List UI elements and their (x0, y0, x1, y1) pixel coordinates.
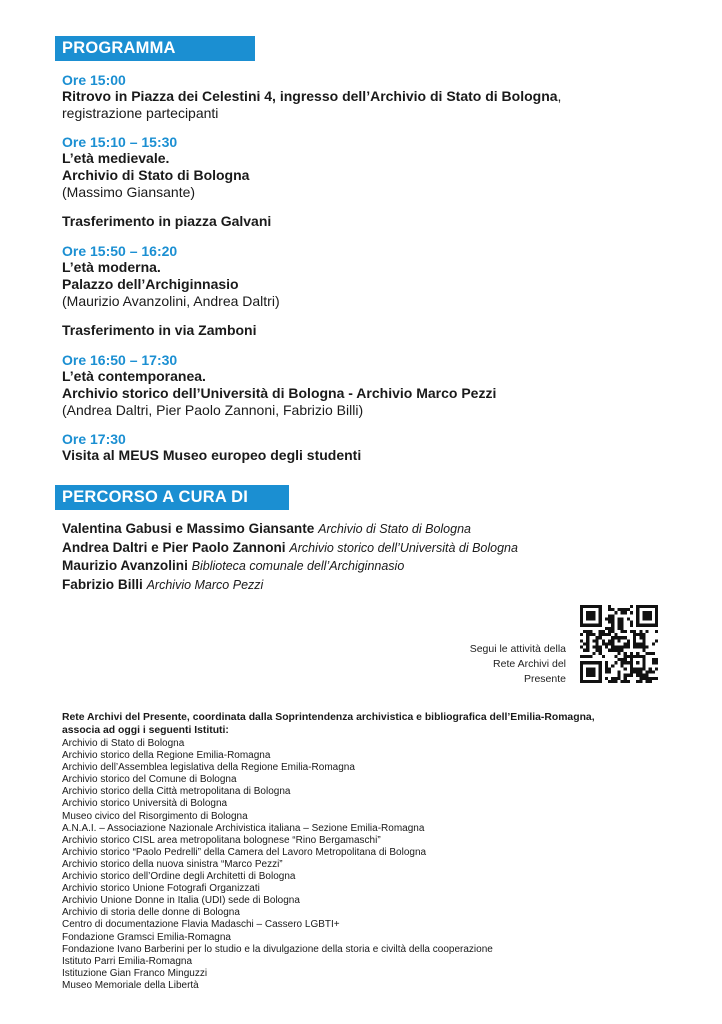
percorso-heading: PERCORSO A CURA DI (55, 485, 289, 510)
rete-intro-line: Rete Archivi del Presente, coordinata dalla Soprintendenza archivistica e bibliografica dell’Emilia-Romagna, (62, 712, 595, 723)
program-time: Ore 15:50 – 16:20 (62, 243, 178, 259)
istituto-item: Archivio storico Università di Bologna (62, 798, 228, 810)
program-block (62, 134, 662, 201)
istituto-item: Archivio storico della Regione Emilia-Romagna (62, 750, 271, 762)
rete-intro (62, 712, 682, 737)
program-title: L’età moderna. (62, 259, 161, 275)
program-title: Ritrovo in Piazza dei Celestini 4, ingresso dell’Archivio di Stato di Bologna, (62, 88, 562, 104)
istituto-item: Centro di documentazione Flavia Madaschi – Cassero LGBTI+ (62, 919, 340, 931)
curator-row (62, 520, 662, 539)
istituto-item: Fondazione Ivano Barberini per lo studio e la divulgazione della storia e civiltà della cooperazione (62, 943, 493, 955)
istituto-item: Istituzione Gian Franco Minguzzi (62, 967, 208, 979)
istituto-item: Archivio storico CISL area metropolitana bolognese “Rino Bergamaschi” (62, 834, 381, 846)
istituto-item: Archivio storico del Comune di Bologna (62, 774, 237, 786)
program-people: (Massimo Giansante) (62, 184, 196, 200)
istituto-item: Archivio storico Unione Fotografi Organizzati (62, 883, 260, 895)
istituto-item: A.N.A.I. – Associazione Nazionale Archivistica italiana – Sezione Emilia-Romagna (62, 822, 425, 834)
programma-heading: PROGRAMMA (55, 36, 255, 61)
program-block (62, 72, 662, 122)
program-venue: Archivio di Stato di Bologna (62, 167, 250, 183)
program-note: registrazione partecipanti (62, 105, 219, 121)
program-time: Ore 16:50 – 17:30 (62, 352, 178, 368)
program-block (62, 431, 662, 464)
curator-name: Valentina Gabusi e Massimo Giansante (62, 521, 315, 536)
curator-institution: Archivio di Stato di Bologna (318, 522, 471, 536)
istituto-item: Archivio di storia delle donne di Bologna (62, 907, 240, 919)
program-transfer: Trasferimento in via Zamboni (62, 322, 257, 338)
rete-section (62, 712, 682, 992)
program-title: L’età medievale. (62, 150, 170, 166)
rete-intro-line: associa ad oggi i seguenti Istituti: (62, 724, 229, 736)
curator-institution: Archivio Marco Pezzi (146, 577, 264, 592)
program-venue: Palazzo dell’Archiginnasio (62, 276, 239, 292)
curator-row (62, 557, 662, 576)
qr-caption (470, 642, 566, 687)
curator-row (62, 576, 662, 595)
istituto-item: Archivio di Stato di Bologna (62, 738, 185, 749)
curator-institution: Archivio storico dell’Università di Bologna (289, 540, 518, 555)
curator-name: Andrea Daltri e Pier Paolo Zannoni (62, 539, 286, 555)
istituto-item: Archivio storico della nuova sinistra “Marco Pezzi” (62, 858, 283, 870)
program-people: (Maurizio Avanzolini, Andrea Daltri) (62, 293, 280, 309)
qr-caption-line: Segui le attività della (469, 643, 566, 655)
program-time: Ore 15:00 (62, 72, 126, 88)
curator-row (62, 539, 662, 558)
istituto-item: Fondazione Gramsci Emilia-Romagna (62, 931, 231, 943)
istituti-list (62, 738, 682, 992)
istituto-item: Museo civico del Risorgimento di Bologna (62, 810, 248, 822)
program-section (62, 72, 662, 476)
istituto-item: Archivio Unione Donne in Italia (UDI) sede di Bologna (62, 895, 300, 907)
curator-name: Maurizio Avanzolini (62, 558, 188, 573)
program-title: Visita al MEUS Museo europeo degli studenti (62, 447, 362, 463)
qr-code[interactable] (580, 605, 658, 683)
program-time: Ore 17:30 (62, 431, 126, 447)
program-time: Ore 15:10 – 15:30 (62, 134, 178, 150)
istituto-item: Istituto Parri Emilia-Romagna (62, 955, 193, 967)
program-title: L’età contemporanea. (62, 368, 206, 384)
program-block (62, 243, 662, 310)
qr-caption-line: Rete Archivi del (493, 658, 566, 670)
istituto-item: Archivio dell’Assemblea legislativa della Regione Emilia-Romagna (62, 762, 355, 774)
curator-institution: Biblioteca comunale dell’Archiginnasio (191, 559, 405, 573)
curators-list (62, 520, 662, 594)
istituto-item: Archivio storico dell’Ordine degli Architetti di Bologna (62, 871, 296, 883)
istituto-item: Archivio storico della Città metropolitana di Bologna (62, 786, 291, 798)
program-transfer: Trasferimento in piazza Galvani (62, 213, 272, 229)
istituto-item: Museo Memoriale della Libertà (62, 979, 199, 991)
program-venue: Archivio storico dell’Università di Bologna - Archivio Marco Pezzi (62, 385, 497, 401)
qr-code-icon (580, 605, 658, 683)
program-people: (Andrea Daltri, Pier Paolo Zannoni, Fabrizio Billi) (62, 402, 364, 418)
curator-name: Fabrizio Billi (62, 576, 143, 592)
istituto-item: Archivio storico “Paolo Pedrelli” della Camera del Lavoro Metropolitana di Bologna (62, 846, 427, 858)
program-block (62, 352, 662, 419)
qr-caption-line: Presente (523, 673, 566, 685)
